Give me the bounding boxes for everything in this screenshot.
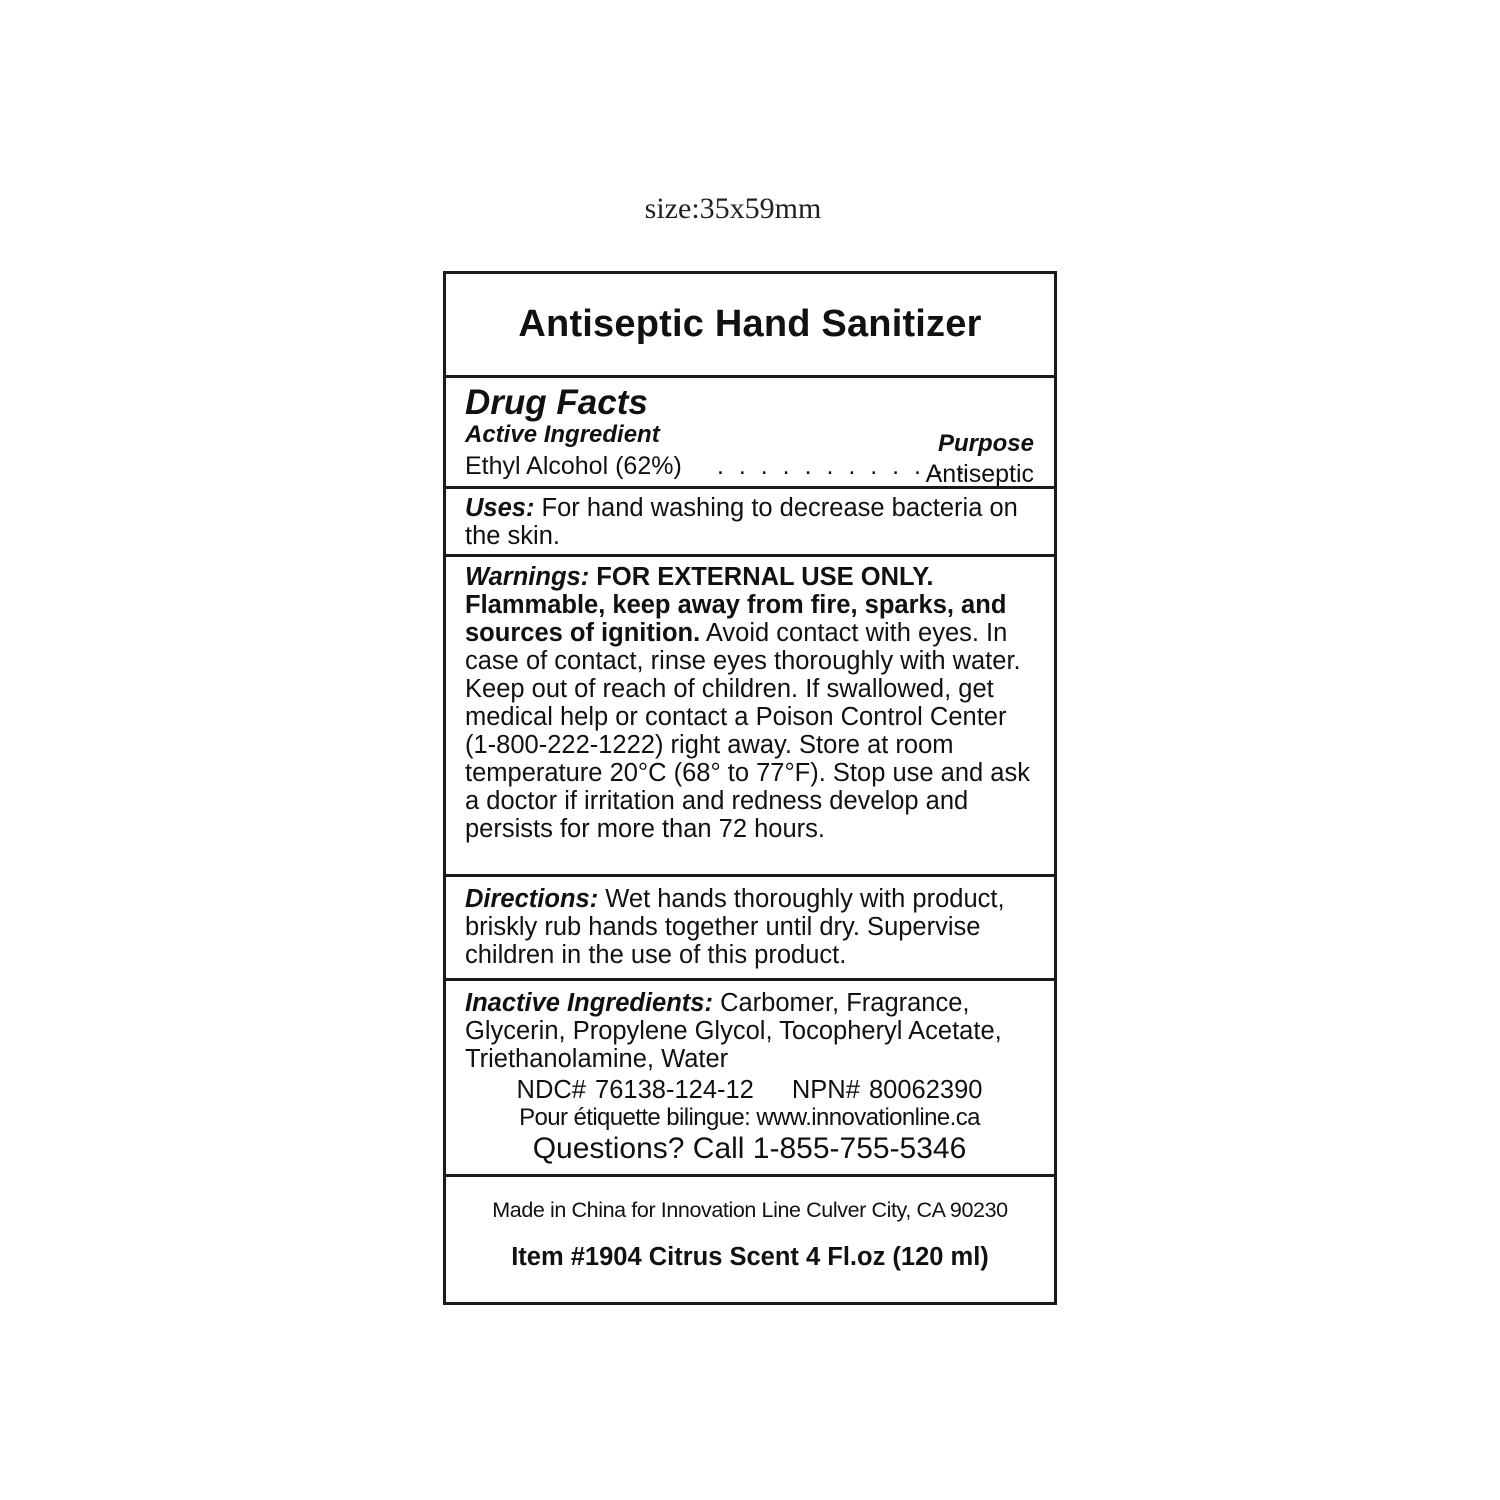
- questions-phone: Questions? Call 1-855-755-5346: [532, 1132, 967, 1165]
- ingredient-purpose: Antiseptic: [925, 460, 1034, 488]
- warnings-text: Avoid contact with eyes. In case of contact, rinse eyes thoroughly with water. Keep out of reach of children. If swallowed, get medical help or contact a Poison Control Center (1-800-222-1222) right away. Store at room temperature 20°C (68° to 77°F). Stop use and ask a doctor if irritation and redness develop and persists for more than 72 hours.: [465, 619, 1030, 843]
- active-ingredient-heading: Active Ingredient: [465, 421, 660, 448]
- drug-facts-heading: Drug Facts: [465, 383, 648, 422]
- uses-section: [446, 489, 1054, 557]
- directions-label: Directions:: [465, 885, 599, 913]
- warnings-bold-text: FOR EXTERNAL USE ONLY. Flammable, keep away from fire, sparks, and sources of ignition.: [465, 563, 1007, 647]
- product-label: [443, 271, 1057, 1305]
- product-codes: [465, 1075, 1034, 1105]
- ndc-number: NDC# 76138-124-12: [516, 1076, 754, 1104]
- footer-section: [446, 1177, 1054, 1305]
- ingredient-name: Ethyl Alcohol (62%): [465, 452, 682, 480]
- inactive-text: Carbomer, Fragrance, Glycerin, Propylene Glycol, Tocopheryl Acetate, Triethanolamine, Water: [465, 989, 1002, 1073]
- directions-text: Wet hands thoroughly with product, briskly rub hands together until dry. Supervise children in the use of this product.: [465, 885, 1005, 969]
- product-title: Antiseptic Hand Sanitizer: [518, 303, 982, 345]
- bilingual-label-link: Pour étiquette bilingue: www.innovationline.ca: [519, 1104, 980, 1131]
- leader-dots: . . . . . . . . . . . .: [717, 452, 969, 480]
- item-description: Item #1904 Citrus Scent 4 Fl.oz (120 ml): [511, 1243, 989, 1271]
- warnings-label: Warnings:: [465, 563, 590, 591]
- inactive-ingredients-section: [446, 981, 1054, 1177]
- purpose-heading: Purpose: [937, 430, 1034, 457]
- warnings-section: [446, 557, 1054, 877]
- made-in-text: Made in China for Innovation Line Culver City, CA 90230: [492, 1198, 1008, 1222]
- title-section: [446, 274, 1054, 378]
- drug-facts-section: [446, 378, 1054, 489]
- inactive-ingredients: [465, 989, 1034, 1073]
- npn-number: NPN# 80062390: [791, 1076, 983, 1104]
- uses-text: For hand washing to decrease bacteria on the skin.: [465, 494, 1018, 550]
- uses-label: Uses:: [465, 494, 535, 522]
- ingredient-row: [465, 448, 1034, 488]
- inactive-label: Inactive Ingredients:: [465, 989, 713, 1017]
- directions-section: [446, 877, 1054, 981]
- size-note: size:35x59mm: [644, 192, 822, 225]
